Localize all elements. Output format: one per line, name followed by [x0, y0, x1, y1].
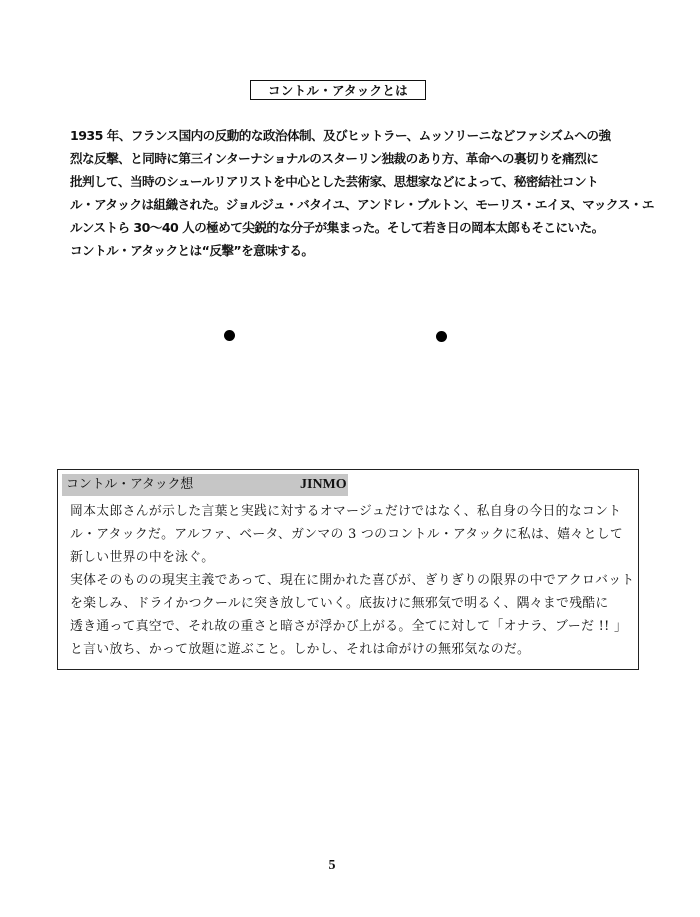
essay-line: 実体そのものの現実主義であって、現在に開かれた喜びが、ぎりぎりの限界の中でアクロバット	[70, 573, 635, 588]
bullet-dot-left	[224, 330, 235, 341]
page-title: コントル・アタックとは	[250, 80, 426, 100]
intro-line: ルンストら 30～40 人の極めて尖鋭的な分子が集まった。そして若き日の岡本太郎もそこにいた。	[70, 220, 604, 235]
essay-line: ル・アタックだ。アルファ、ベータ、ガンマの 3 つのコントル・アタックに私は、嬉々として	[70, 527, 624, 542]
essay-body	[70, 500, 636, 661]
essay-line: 新しい世界の中を泳ぐ。	[70, 550, 215, 565]
essay-header	[62, 474, 348, 496]
essay-line: 透き通って真空で、それ故の重さと暗さが浮かび上がる。全てに対して「オナラ、ブーだ !! 」	[70, 619, 628, 634]
intro-line: 烈な反撃、と同時に第三インターナショナルのスターリン独裁のあり方、革命への裏切りを痛烈に	[70, 151, 599, 166]
essay-line: を楽しみ、ドライかつクールに突き放していく。底抜けに無邪気で明るく、隅々まで残酷に	[70, 596, 609, 611]
intro-line: ル・アタックは組織された。ジョルジュ・バタイユ、アンドレ・ブルトン、モーリス・エイヌ、マックス・エ	[70, 197, 654, 212]
essay-line: と言い放ち、かって放題に遊ぶこと。しかし、それは命がけの無邪気なのだ。	[70, 642, 531, 657]
bullet-dot-right	[436, 331, 447, 342]
intro-paragraph	[70, 124, 654, 262]
essay-author: JINMO	[300, 477, 347, 492]
page-number: 5	[328, 858, 336, 873]
essay-line: 岡本太郎さんが示した言葉と実践に対するオマージュだけではなく、私自身の今日的なコント	[70, 504, 622, 519]
intro-line: 1935 年、フランス国内の反動的な政治体制、及びヒットラー、ムッソリーニなどファシズムへの強	[70, 128, 611, 143]
intro-line: コントル・アタックとは“反撃”を意味する。	[70, 243, 314, 258]
essay-title: コントル・アタック想	[66, 477, 194, 492]
essay-box	[57, 469, 639, 670]
intro-line: 批判して、当時のシュールリアリストを中心とした芸術家、思想家などによって、秘密結社コント	[70, 174, 599, 189]
